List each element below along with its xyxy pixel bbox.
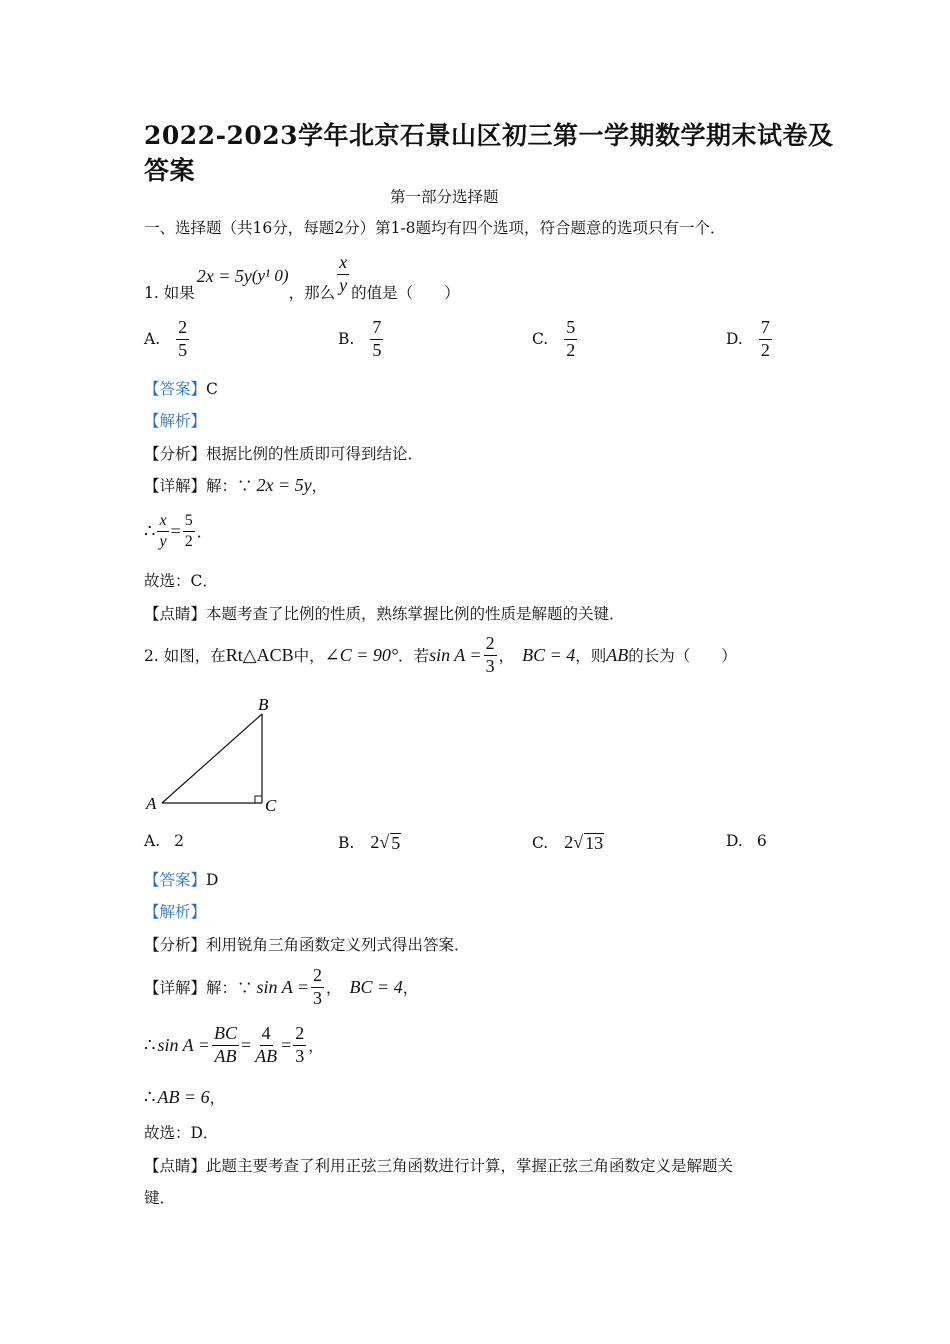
q2-detail — [144, 966, 418, 1009]
q1-prefix: 1. 如果 — [144, 284, 195, 302]
detail-eq: 2x = 5y — [256, 474, 312, 495]
q2-choose: 故选：D． — [144, 1124, 219, 1142]
q1-option-c[interactable] — [532, 318, 579, 361]
sqrt-sign: √ — [573, 832, 584, 852]
q2-option-letter: B. — [338, 833, 355, 852]
num: 7 — [759, 318, 772, 340]
den: AB — [214, 1045, 237, 1066]
sqrt-sign: √ — [379, 832, 390, 852]
q2-stem — [144, 634, 737, 677]
q1-choose: 故选：C． — [144, 572, 218, 590]
q2-line3 — [144, 1086, 225, 1108]
q1-option-letter: D. — [726, 330, 743, 349]
equals: = — [170, 520, 181, 541]
label-a: A — [146, 794, 157, 813]
den: 5 — [178, 339, 188, 360]
q2-prefix: 2. 如图，在 — [144, 647, 226, 666]
q1-t-result — [183, 512, 195, 550]
q2-zhong: 中， — [293, 647, 325, 666]
equals: = — [240, 1034, 252, 1055]
den: 5 — [372, 339, 382, 360]
q1-option-a[interactable] — [144, 318, 191, 361]
q2-option-d[interactable] — [726, 832, 767, 850]
q1-fraction-num: x — [337, 253, 349, 275]
q1-answer — [144, 377, 218, 399]
comment-text: 本题考查了比例的性质，熟练掌握比例的性质是解题的关键． — [206, 605, 625, 623]
q1-fraction — [337, 253, 349, 296]
page-title-line2: 答案 — [144, 156, 196, 185]
answer-value: C — [206, 380, 218, 398]
num: 4 — [260, 1024, 273, 1046]
q2-angle: ∠C = 90° — [324, 644, 399, 665]
q1-option-value — [759, 318, 772, 361]
q2-suffix: 的长为（ ） — [628, 647, 737, 666]
detail-pre: 解：∵ — [206, 979, 253, 998]
q2-option-letter: A. — [144, 832, 161, 850]
num: 2 — [176, 318, 189, 340]
q1-option-value — [176, 318, 189, 361]
fenxi-text: 利用锐角三角函数定义列式得出答案． — [206, 936, 470, 954]
q2-option-letter: D. — [726, 832, 743, 850]
equals: = — [281, 1034, 292, 1055]
detail-frac — [311, 966, 324, 1009]
q1-condition: 2x = 5y — [196, 265, 252, 286]
q1-option-value — [564, 318, 577, 361]
comment-tag: 【点睛】 — [144, 1157, 207, 1175]
q1-option-letter: C. — [532, 330, 549, 349]
q1-condition-paren: (y¹ 0) — [251, 266, 289, 285]
num: x — [157, 512, 168, 532]
q2-option-value: 2 — [174, 832, 184, 850]
answer-tag: 【答案】 — [144, 871, 207, 889]
q1-fenxi — [144, 442, 423, 464]
q1-comment — [144, 602, 625, 624]
q2-option-coef: 2 — [564, 832, 574, 852]
den: y — [159, 532, 167, 550]
comma: ， — [326, 979, 342, 998]
therefore-sign: ∴ — [144, 520, 156, 542]
q2-option-c[interactable] — [532, 832, 604, 853]
q2-answer — [144, 868, 218, 890]
q2-ab: AB — [606, 644, 629, 665]
q2-sin-frac — [484, 634, 497, 677]
l2-sin: sin A = — [157, 1034, 210, 1055]
q1-fraction-den: y — [339, 274, 348, 295]
q2-comment-line2: 键． — [144, 1189, 176, 1207]
q1-option-d[interactable] — [726, 318, 774, 361]
num: 2 — [293, 1024, 306, 1046]
q1-mid: ，那么 — [288, 284, 336, 302]
q2-ruo: ．若 — [398, 647, 430, 666]
q2-comment — [144, 1154, 733, 1176]
den: 2 — [184, 532, 193, 550]
answer-value: D — [206, 871, 219, 889]
q1-therefore — [144, 512, 212, 550]
detail-bc: BC = 4 — [349, 976, 403, 997]
fenxi-tag: 【分析】 — [144, 936, 207, 954]
l2-frac3 — [293, 1024, 306, 1067]
q2-ze: ，则 — [575, 647, 607, 666]
q1-suffix: 的值是（ ） — [351, 284, 460, 302]
den: 3 — [485, 655, 495, 676]
q2-option-coef: 2 — [370, 832, 380, 852]
den: AB — [255, 1045, 278, 1066]
detail-end: ， — [402, 979, 419, 998]
den: 2 — [760, 339, 770, 360]
detail-sin: sin A = — [256, 976, 310, 997]
q2-triangle-figure — [140, 690, 290, 820]
comma: ， — [498, 647, 515, 666]
q2-bc: BC = 4 — [522, 644, 576, 665]
num: BC — [212, 1024, 239, 1046]
q2-sin: sin A = — [429, 644, 482, 665]
comment-text: 此题主要考查了利用正弦三角函数进行计算，掌握正弦三角函数定义是解题关 — [206, 1157, 734, 1175]
l2-end: ， — [308, 1037, 324, 1056]
q2-option-letter: C. — [532, 833, 549, 852]
q2-fenxi — [144, 933, 470, 955]
q2-option-a[interactable] — [144, 832, 184, 850]
therefore-sign: ∴ — [144, 1034, 156, 1056]
q1-option-value — [370, 318, 383, 361]
q1-stem — [144, 252, 460, 312]
num: 7 — [370, 318, 383, 340]
l2-frac1 — [212, 1024, 239, 1067]
label-b: B — [258, 695, 269, 714]
l3-end: ， — [209, 1089, 226, 1107]
detail-pre: 解：∵ — [206, 477, 253, 495]
q1-option-letter: B. — [338, 330, 355, 349]
comment-tag: 【点睛】 — [144, 605, 207, 623]
q2-option-value: 6 — [756, 832, 767, 850]
q1-t-frac — [157, 512, 168, 550]
num: 2 — [311, 966, 324, 988]
detail-tag: 【详解】 — [144, 477, 207, 495]
answer-tag: 【答案】 — [144, 380, 207, 398]
section-heading: 第一部分选择题 — [390, 188, 499, 206]
q1-option-b[interactable] — [338, 318, 385, 361]
page-title: 2022-2023学年北京石景山区初三第一学期数学期末试卷及 — [144, 121, 834, 150]
l3-eq: AB = 6 — [157, 1086, 210, 1107]
q1-analysis-tag: 【解析】 — [144, 412, 207, 430]
label-c: C — [265, 796, 277, 815]
side-ab — [162, 714, 262, 803]
q2-line2 — [144, 1024, 324, 1067]
q1-detail — [144, 474, 327, 496]
fenxi-text: 根据比例的性质即可得到结论． — [206, 445, 424, 463]
q2-triangle: Rt△ACB — [225, 644, 294, 665]
detail-tag: 【详解】 — [144, 979, 207, 998]
den: 3 — [313, 987, 323, 1008]
right-angle-mark — [255, 796, 262, 803]
q2-option-b[interactable] — [338, 832, 401, 853]
den: 3 — [295, 1045, 305, 1066]
num: 5 — [564, 318, 577, 340]
q2-analysis-tag: 【解析】 — [144, 903, 207, 921]
period: ． — [196, 523, 213, 542]
l2-frac2 — [253, 1024, 279, 1067]
den: 2 — [566, 339, 576, 360]
num: 2 — [484, 634, 497, 656]
q2-option-radicand: 13 — [585, 832, 604, 853]
q1-option-letter: A. — [144, 330, 161, 349]
fenxi-tag: 【分析】 — [144, 445, 207, 463]
therefore-sign: ∴ — [144, 1086, 156, 1108]
q2-option-radicand: 5 — [391, 832, 401, 853]
section-intro: 一、选择题（共16分，每题2分）第1-8题均有四个选项，符合题意的选项只有一个． — [144, 219, 726, 237]
num: 5 — [183, 512, 195, 532]
detail-end: ， — [311, 477, 328, 495]
